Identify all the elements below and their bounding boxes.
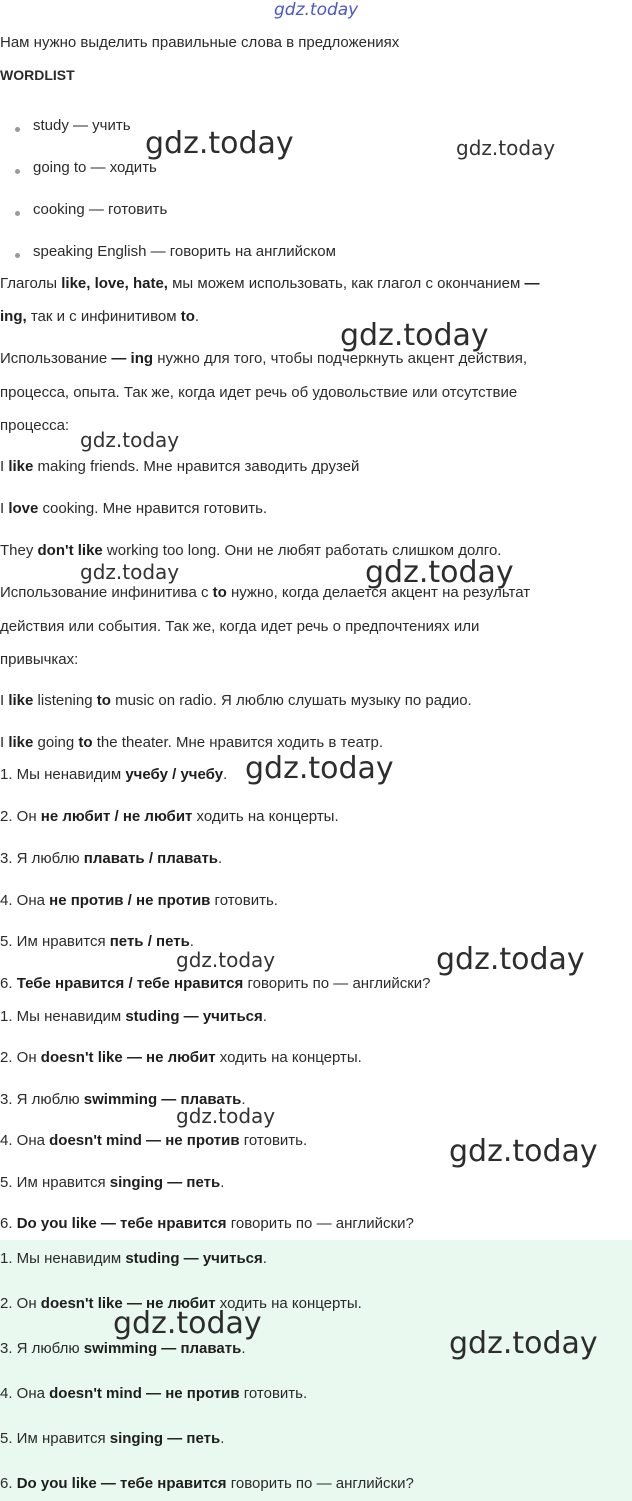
rule-paragraph: действия или события. Так же, когда идет речь о предпочтениях или — [0, 618, 480, 635]
watermark: gdz.today — [449, 1326, 598, 1361]
task-item: 3. Я люблю плавать / плавать. — [0, 850, 223, 867]
wordlist-item: going to — ходить — [33, 159, 157, 176]
highlighted-answer-item: 3. Я люблю swimming — плавать. — [0, 1340, 246, 1357]
answer-item: 1. Мы ненавидим studing — учиться. — [0, 1008, 267, 1025]
top-watermark: gdz.today — [274, 0, 359, 20]
intro-text: Нам нужно выделить правильные слова в предложениях — [0, 34, 400, 51]
rule-paragraph: процесса: — [0, 417, 70, 434]
task-item: 6. Тебе нравится / тебе нравится говорить по — английски? — [0, 975, 431, 992]
bullet — [15, 211, 20, 216]
watermark: gdz.today — [113, 1306, 262, 1341]
wordlist-title: WORDLIST — [0, 67, 75, 83]
rule-paragraph: процесса, опыта. Так же, когда идет речь об удовольствие или отсутствие — [0, 384, 518, 401]
wordlist-item: cooking — готовить — [33, 201, 168, 218]
task-item: 5. Им нравится петь / петь. — [0, 933, 194, 950]
watermark: gdz.today — [176, 948, 276, 972]
watermark: gdz.today — [340, 318, 489, 353]
highlighted-answer-item: 1. Мы ненавидим studing — учиться. — [0, 1250, 267, 1267]
answer-item: 3. Я люблю swimming — плавать. — [0, 1091, 246, 1108]
highlighted-answer-item: 5. Им нравится singing — петь. — [0, 1430, 225, 1447]
answer-item: 4. Она doesn't mind — не против готовить. — [0, 1132, 308, 1149]
watermark: gdz.today — [80, 428, 180, 452]
wordlist-item: speaking English — говорить на английском — [33, 243, 336, 260]
example-sentence: They don't like working too long. Они не любят работать слишком долго. — [0, 542, 502, 559]
rule-paragraph: ing, так и с инфинитивом to. — [0, 308, 200, 325]
highlighted-answer-item: 6. Do you like — тебе нравится говорить по — английски? — [0, 1475, 414, 1492]
rule-paragraph: Использование — ing нужно для того, чтобы подчеркнуть акцент действия, — [0, 350, 528, 367]
task-item: 2. Он не любит / не любит ходить на концерты. — [0, 808, 339, 825]
watermark: gdz.today — [436, 942, 585, 977]
answer-item: 2. Он doesn't like — не любит ходить на концерты. — [0, 1049, 362, 1066]
bullet — [15, 253, 20, 258]
bullet — [15, 127, 20, 132]
watermark: gdz.today — [176, 1104, 276, 1128]
example-sentence: I like listening to music on radio. Я люблю слушать музыку по радио. — [0, 692, 472, 709]
watermark: gdz.today — [80, 560, 180, 584]
highlighted-answer-item: 2. Он doesn't like — не любит ходить на концерты. — [0, 1295, 362, 1312]
example-sentence: I love cooking. Мне нравится готовить. — [0, 500, 268, 517]
rule-paragraph: привычках: — [0, 651, 79, 668]
watermark: gdz.today — [145, 126, 294, 161]
task-item: 4. Она не против / не против готовить. — [0, 892, 278, 909]
example-sentence: I like going to the theater. Мне нравится ходить в театр. — [0, 734, 383, 751]
watermark: gdz.today — [456, 136, 556, 160]
watermark: gdz.today — [365, 555, 514, 590]
watermark: gdz.today — [245, 751, 394, 786]
answer-highlight — [0, 1240, 632, 1501]
answer-item: 6. Do you like — тебе нравится говорить по — английски? — [0, 1215, 414, 1232]
rule-paragraph: Глаголы like, love, hate, мы можем использовать, как глагол с окончанием — — [0, 275, 540, 292]
watermark: gdz.today — [449, 1134, 598, 1169]
rule-paragraph: Использование инфинитива с to нужно, когда делается акцент на результат — [0, 584, 531, 601]
bullet — [15, 169, 20, 174]
answer-item: 5. Им нравится singing — петь. — [0, 1174, 225, 1191]
wordlist-item: study — учить — [33, 117, 131, 134]
task-item: 1. Мы ненавидим учебу / учебу. — [0, 766, 228, 783]
highlighted-answer-item: 4. Она doesn't mind — не против готовить. — [0, 1385, 308, 1402]
example-sentence: I like making friends. Мне нравится заводить друзей — [0, 458, 360, 475]
